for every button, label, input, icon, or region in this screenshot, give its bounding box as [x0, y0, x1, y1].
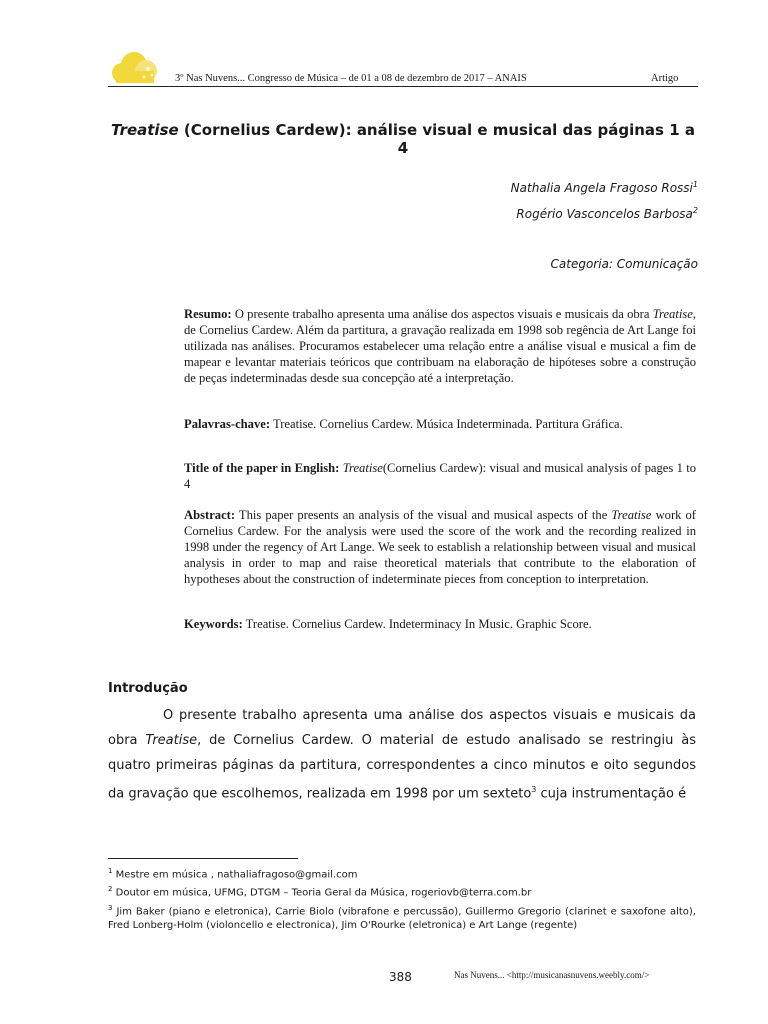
intro-italic: Treatise — [145, 732, 198, 748]
english-title-text: (Cornelius Cardew): visual and musical analysis of pages 1 to 4 — [184, 461, 696, 491]
resumo-label: Resumo: — [184, 307, 232, 321]
abstract-text-2: work of Cornelius Cardew. For the analysis were used the score of the work and the recording realized in 1998 under the regency of Art Lange. We seek to establish a relationship between visual and musical analysis in order to map and raise theoretical materials that contribute to the elaboration of hypotheses about the construction of indeterminate pieces from conception to interpretation. — [184, 508, 697, 586]
footnote-3-num: 3 — [108, 903, 113, 912]
intro-text-3: cuja instrumentação é — [536, 786, 687, 802]
conference-header: 3º Nas Nuvens... Congresso de Música – de 01 a 08 de dezembro de 2017 – ANAIS — [175, 73, 527, 84]
cloud-logo-icon — [108, 49, 160, 87]
intro-text-1: O presente trabalho apresenta uma análise dos aspectos visuais e musicais da obra — [108, 708, 696, 748]
resumo-text-1: O presente trabalho apresenta uma análise dos aspectos visuais e musicais da obra — [231, 307, 653, 321]
header-divider — [108, 86, 698, 87]
footnote-3-text: Jim Baker (piano e eletronica), Carrie Biolo (vibrafone e percussão), Guillermo Gregorio (clarinet e saxofone alto), Fred Lonberg-Holm (violoncello e electronica), Jim O'Rourke (eletronica) e Art Lange (regente) — [108, 905, 696, 931]
paper-title — [108, 121, 698, 157]
author-1-name: Nathalia Angela Fragoso Rossi — [510, 181, 693, 195]
keywords-paragraph — [184, 616, 696, 632]
intro-text-2: , de Cornelius Cardew. O material de estudo analisado se restringiu às quatro primeiras páginas da partitura, correspondentes a cinco minutos e oito segundos da gravação que escolhemos, realizada em 1998 por um sexteto — [108, 732, 696, 802]
author-1 — [511, 180, 698, 195]
resumo-paragraph — [184, 306, 696, 386]
resumo-italic: Treatise — [652, 307, 693, 321]
footer-link[interactable]: Nas Nuvens... <http://musicanasnuvens.weebly.com/> — [454, 970, 650, 980]
footnote-3 — [108, 901, 696, 933]
abstract-paragraph — [184, 507, 696, 587]
keywords-label: Keywords: — [184, 617, 243, 631]
footnote-1 — [108, 864, 696, 882]
english-title-italic: Treatise — [342, 461, 383, 475]
author-2-note: 2 — [692, 206, 698, 215]
palavras-label: Palavras-chave: — [184, 417, 271, 431]
author-2 — [516, 206, 698, 221]
footnote-1-text: Mestre em música , nathaliafragoso@gmail.com — [112, 869, 358, 881]
english-title-label: Title of the paper in English: — [184, 461, 340, 475]
footnote-2-text: Doutor em música, UFMG, DTGM – Teoria Geral da Música, rogeriovb@terra.com.br — [112, 887, 532, 899]
footnote-divider — [108, 858, 298, 859]
author-1-note: 1 — [692, 180, 698, 189]
palavras-chave-paragraph — [184, 416, 696, 432]
footnote-2-num: 2 — [108, 885, 113, 894]
abstract-italic: Treatise — [611, 508, 652, 522]
page-number: 388 — [389, 970, 412, 984]
footnote-1-num: 1 — [108, 867, 113, 875]
intro-paragraph — [108, 704, 696, 808]
section-heading: Introdução — [108, 681, 188, 696]
intro-footnote-ref: 3 — [531, 785, 537, 795]
keywords-text: Treatise. Cornelius Cardew. Indeterminacy In Music. Graphic Score. — [242, 617, 592, 631]
resumo-text-2: , de Cornelius Cardew. Além da partitura, a gravação realizada em 1998 sob regência de Art Lange foi utilizada nas análises. Procuramos estabelecer uma relação entre a análise visual e musical a fim de mapear e levantar materiais teóricos que contribuam na elaboração de hipóteses sobre a construção de peças indeterminadas desde sua concepção até a interpretação. — [184, 307, 696, 385]
english-title-paragraph — [184, 460, 696, 492]
abstract-text-1: This paper presents an analysis of the visual and musical aspects of the — [235, 508, 612, 522]
section-label: Artigo — [651, 73, 679, 84]
abstract-label: Abstract: — [184, 508, 236, 522]
title-italic: Treatise — [110, 121, 179, 139]
footnotes — [108, 864, 696, 933]
category: Categoria: Comunicação — [550, 257, 698, 271]
palavras-text: Treatise. Cornelius Cardew. Música Indeterminada. Partitura Gráfica. — [270, 417, 623, 431]
footnote-2 — [108, 882, 696, 900]
author-2-name: Rogério Vasconcelos Barbosa — [516, 207, 693, 221]
title-rest: (Cornelius Cardew): análise visual e musical das páginas 1 a 4 — [178, 121, 695, 157]
